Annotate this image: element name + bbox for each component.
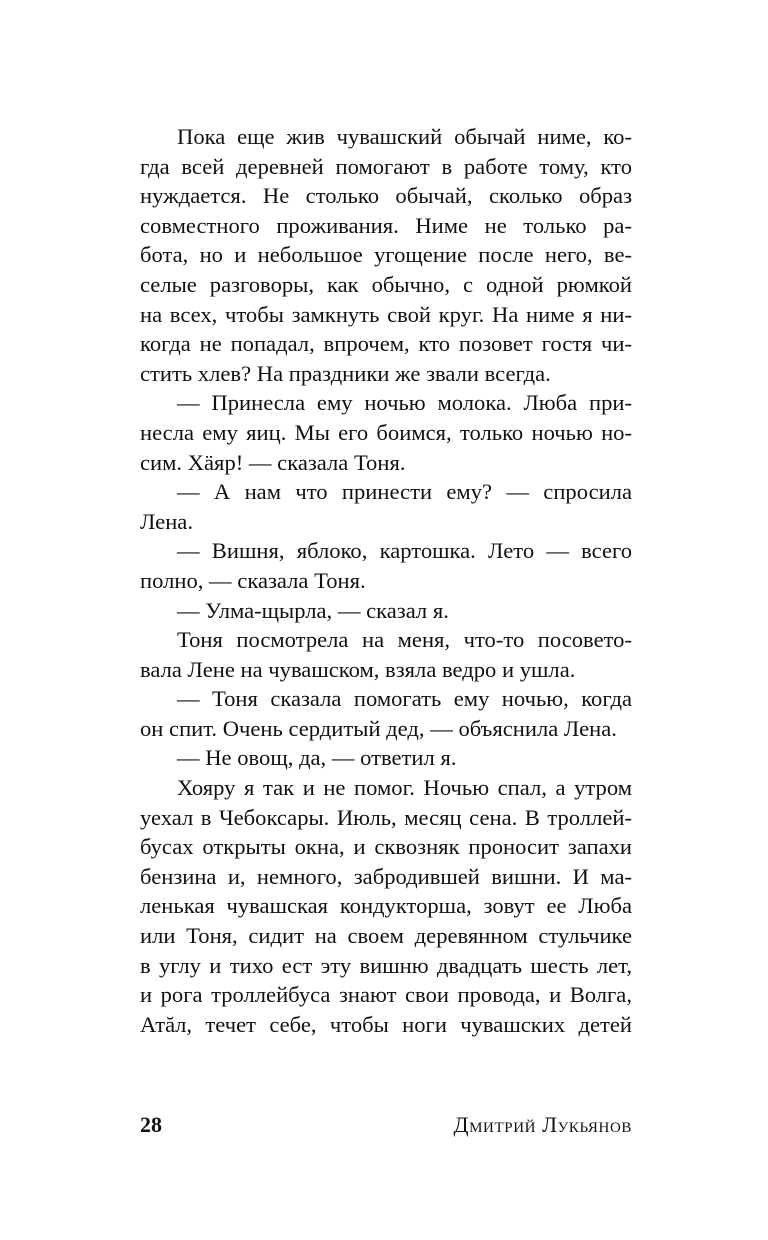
text-line: в углу и тихо ест эту вишню двадцать шесть лет,	[140, 952, 632, 978]
text-line: бусах открыты окна, и сквозняк проносит запахи	[140, 834, 632, 860]
text-line: — А нам что принести ему? — спросила	[177, 479, 632, 505]
text-line: — Улма-щырла, — сказал я.	[177, 597, 449, 623]
page-number: 28	[140, 1112, 162, 1137]
text-line: Тоня посмотрела на меня, что-то посовето-	[177, 627, 632, 653]
text-line: — Вишня, яблоко, картошка. Лето — всего	[177, 538, 632, 564]
text-line: несла ему яиц. Мы его боимся, только ночью но-	[140, 419, 632, 445]
text-line: и рога троллейбуса знают свои провода, и Волга,	[140, 982, 632, 1008]
text-line: вала Лене на чувашском, взяла ведро и ушла.	[140, 656, 576, 682]
text-line: нуждается. Не столько обычай, сколько образ	[140, 183, 632, 209]
text-line: уехал в Чебоксары. Июль, месяц сена. В троллей-	[140, 804, 632, 830]
text-line: — Тоня сказала помогать ему ночью, когда	[177, 686, 632, 712]
text-line: на всех, чтобы замкнуть свой круг. На ниме я ни-	[140, 301, 632, 327]
text-line: Хояру я так и не помог. Ночью спал, а утром	[177, 775, 632, 801]
text-line: Пока еще жив чувашский обычай ниме, ко-	[177, 124, 632, 149]
text-line: — Принесла ему ночью молока. Люба при-	[177, 390, 632, 416]
text-line: стить хлев? На праздники же звали всегда.	[140, 360, 551, 386]
text-line: или Тоня, сидит на своем деревянном стульчике	[140, 923, 632, 949]
text-line: гда всей деревней помогают в работе тому, кто	[140, 153, 632, 179]
text-line: совместного проживания. Ниме не только ра-	[140, 212, 632, 238]
text-line: сим. Хäяр! — сказала Тоня.	[140, 449, 406, 475]
text-line: бензина и, немного, забродившей вишни. И ма-	[140, 863, 632, 889]
text-line: когда не попадал, впрочем, кто позовет гостя чи-	[140, 331, 632, 357]
running-footer-author: Дмитрий Лукьянов	[453, 1112, 632, 1137]
body-text	[140, 122, 632, 1039]
text-line: — Не овощ, да, — ответил я.	[177, 745, 457, 771]
text-line: бота, но и небольшое угощение после него, ве-	[140, 242, 632, 268]
text-line: ленькая чувашская кондукторша, зовут ее Люба	[140, 893, 632, 919]
text-line: полно, — сказала Тоня.	[140, 567, 366, 593]
text-line: Лена.	[140, 508, 193, 534]
text-line: Атăл, течет себе, чтобы ноги чувашских детей	[140, 1011, 632, 1037]
text-line: он спит. Очень сердитый дед, — объяснила Лена.	[140, 715, 617, 741]
text-line: селые разговоры, как обычно, с одной рюмкой	[140, 271, 632, 297]
